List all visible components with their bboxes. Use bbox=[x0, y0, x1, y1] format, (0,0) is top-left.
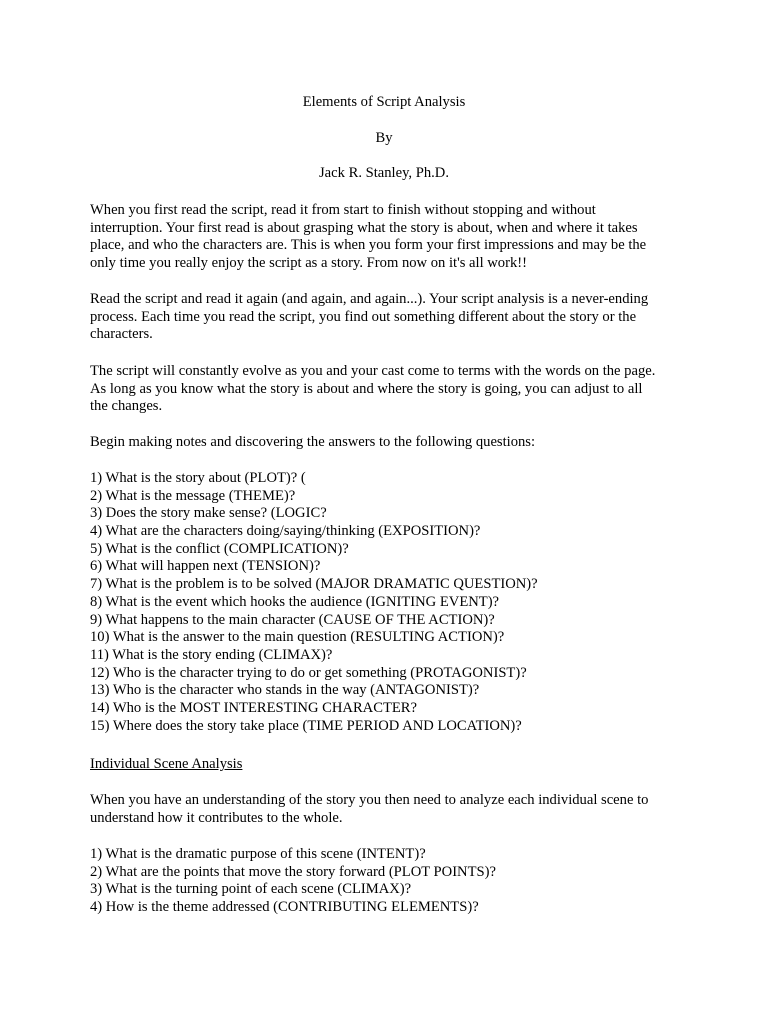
text-line: only time you really enjoy the script as a story. From now on it's all work!! bbox=[90, 255, 527, 272]
list-item: 7) What is the problem is to be solved (MAJOR DRAMATIC QUESTION)? bbox=[90, 576, 538, 593]
questions-intro: Begin making notes and discovering the answers to the following questions: bbox=[90, 434, 536, 450]
list-item: 4) How is the theme addressed (CONTRIBUTING ELEMENTS)? bbox=[90, 899, 479, 916]
scene-questions-list bbox=[90, 846, 690, 917]
list-item: 4) What are the characters doing/saying/thinking (EXPOSITION)? bbox=[90, 523, 481, 540]
paragraph-evolve bbox=[90, 363, 690, 416]
story-questions-list bbox=[90, 470, 690, 735]
list-item: 13) Who is the character who stands in the way (ANTAGONIST)? bbox=[90, 682, 480, 699]
text-line: process. Each time you read the script, you find out something different about the story or the bbox=[90, 308, 637, 325]
list-item: 10) What is the answer to the main question (RESULTING ACTION)? bbox=[90, 629, 505, 646]
list-item: 1) What is the dramatic purpose of this scene (INTENT)? bbox=[90, 846, 426, 862]
text-line: interruption. Your first read is about grasping what the story is about, when and where it takes bbox=[90, 219, 638, 236]
text-line: As long as you know what the story is about and where the story is going, you can adjust to all bbox=[90, 380, 643, 397]
text-line: When you have an understanding of the story you then need to analyze each individual scene to bbox=[90, 792, 649, 808]
text-line: understand how it contributes to the whole. bbox=[90, 809, 343, 826]
list-item: 2) What is the message (THEME)? bbox=[90, 487, 296, 504]
list-item: 15) Where does the story take place (TIME PERIOD AND LOCATION)? bbox=[90, 717, 522, 734]
list-item: 6) What will happen next (TENSION)? bbox=[90, 558, 321, 575]
text-line: The script will constantly evolve as you and your cast come to terms with the words on the page. bbox=[90, 363, 656, 379]
list-item: 2) What are the points that move the story forward (PLOT POINTS)? bbox=[90, 863, 496, 880]
paragraph-first-read bbox=[90, 202, 690, 273]
list-item: 8) What is the event which hooks the audience (IGNITING EVENT)? bbox=[90, 593, 500, 610]
text-line: the changes. bbox=[90, 398, 163, 415]
paragraph-scene-analysis bbox=[90, 792, 690, 827]
text-line: characters. bbox=[90, 326, 153, 343]
list-item: 9) What happens to the main character (CAUSE OF THE ACTION)? bbox=[90, 611, 495, 628]
list-item: 3) Does the story make sense? (LOGIC? bbox=[90, 505, 327, 522]
author: Jack R. Stanley, Ph.D. bbox=[319, 165, 449, 181]
byline: By bbox=[375, 130, 393, 146]
list-item: 11) What is the story ending (CLIMAX)? bbox=[90, 646, 333, 663]
document-title: Elements of Script Analysis bbox=[302, 94, 466, 110]
list-item: 12) Who is the character trying to do or get something (PROTAGONIST)? bbox=[90, 664, 527, 681]
text-line: When you first read the script, read it from start to finish without stopping and without bbox=[90, 202, 596, 218]
section-heading: Individual Scene Analysis bbox=[90, 756, 243, 772]
list-item: 5) What is the conflict (COMPLICATION)? bbox=[90, 540, 349, 557]
text-line: Read the script and read it again (and again, and again...). Your script analysis is a never-ending bbox=[90, 291, 649, 307]
text-line: place, and who the characters are. This is when you form your first impressions and may be the bbox=[90, 237, 647, 254]
list-item: 1) What is the story about (PLOT)? ( bbox=[90, 470, 306, 486]
list-item: 14) Who is the MOST INTERESTING CHARACTER? bbox=[90, 699, 417, 716]
paragraph-read-again bbox=[90, 291, 690, 344]
list-item: 3) What is the turning point of each scene (CLIMAX)? bbox=[90, 881, 412, 898]
